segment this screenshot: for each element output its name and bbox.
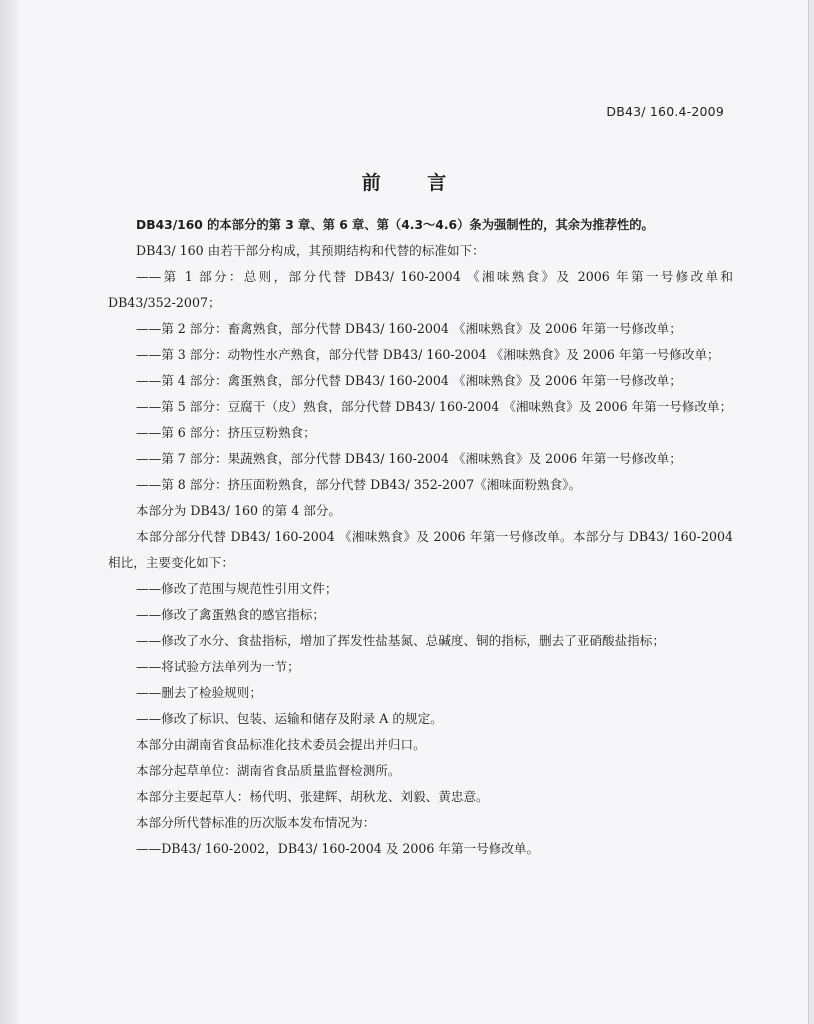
list-item-part-3: ——第 3 部分：动物性水产熟食，部分代替 DB43/ 160-2004 《湘味熟食》及 2006 年第一号修改单； xyxy=(136,347,720,362)
paragraph-history-intro: 本部分所代替标准的历次版本发布情况为： xyxy=(136,815,376,830)
list-item-part-1-continued: DB43/352-2007； xyxy=(108,295,221,310)
list-item-change-5: ——删去了检验规则； xyxy=(136,685,262,700)
list-item-part-4: ——第 4 部分：禽蛋熟食，部分代替 DB43/ 160-2004 《湘味熟食》及 2006 年第一号修改单； xyxy=(136,373,682,388)
paragraph-replacement-continued: 相比，主要变化如下： xyxy=(108,555,234,570)
list-item-change-3: ——修改了水分、食盐指标，增加了挥发性盐基氮、总碱度、铜的指标，删去了亚硝酸盐指标； xyxy=(136,633,665,648)
foreword-body xyxy=(108,212,733,862)
list-item-part-5: ——第 5 部分：豆腐干（皮）熟食，部分代替 DB43/ 160-2004 《湘味熟食》及 2006 年第一号修改单； xyxy=(136,399,733,414)
page-shadow-edge xyxy=(0,0,22,1024)
paragraph-proposer: 本部分由湖南省食品标准化技术委员会提出并归口。 xyxy=(136,737,426,752)
list-item-part-8: ——第 8 部分：挤压面粉熟食，部分代替 DB43/ 352-2007《湘味面粉熟食》。 xyxy=(136,477,582,492)
paragraph-drafters: 本部分主要起草人：杨代明、张建辉、胡秋龙、刘毅、黄忠意。 xyxy=(136,789,489,804)
list-item-change-1: ——修改了范围与规范性引用文件； xyxy=(136,581,338,596)
standard-code: DB43/ 160.4-2009 xyxy=(606,104,724,119)
list-item-part-1: ——第 1 部分：总则，部分代替 DB43/ 160-2004 《湘味熟食》及 2006 年第一号修改单和 xyxy=(136,269,733,284)
list-item-history: ——DB43/ 160-2002，DB43/ 160-2004 及 2006 年第一号修改单。 xyxy=(136,841,540,856)
list-item-change-2: ——修改了禽蛋熟食的感官指标； xyxy=(136,607,325,622)
page-title: 前 言 xyxy=(361,172,467,194)
paragraph-drafting-unit: 本部分起草单位：湖南省食品质量监督检测所。 xyxy=(136,763,401,778)
paragraph-structure-intro: DB43/ 160 由若干部分构成，其预期结构和代替的标准如下： xyxy=(136,243,485,258)
list-item-part-6: ——第 6 部分：挤压豆粉熟食； xyxy=(136,425,316,440)
list-item-change-4: ——将试验方法单列为一节； xyxy=(136,659,300,674)
list-item-part-2: ——第 2 部分：畜禽熟食，部分代替 DB43/ 160-2004 《湘味熟食》及 2006 年第一号修改单； xyxy=(136,321,682,336)
list-item-change-6: ——修改了标识、包装、运输和储存及附录 A 的规定。 xyxy=(136,711,443,726)
list-item-part-7: ——第 7 部分：果蔬熟食，部分代替 DB43/ 160-2004 《湘味熟食》及 2006 年第一号修改单； xyxy=(136,451,682,466)
paragraph-part-number: 本部分为 DB43/ 160 的第 4 部分。 xyxy=(136,503,342,518)
paragraph-mandatory-clauses: DB43/160 的本部分的第 3 章、第 6 章、第（4.3～4.6）条为强制性的，其余为推荐性的。 xyxy=(136,218,654,232)
paragraph-replacement: 本部分部分代替 DB43/ 160-2004 《湘味熟食》及 2006 年第一号修改单。本部分与 DB43/ 160-2004 xyxy=(136,529,733,544)
